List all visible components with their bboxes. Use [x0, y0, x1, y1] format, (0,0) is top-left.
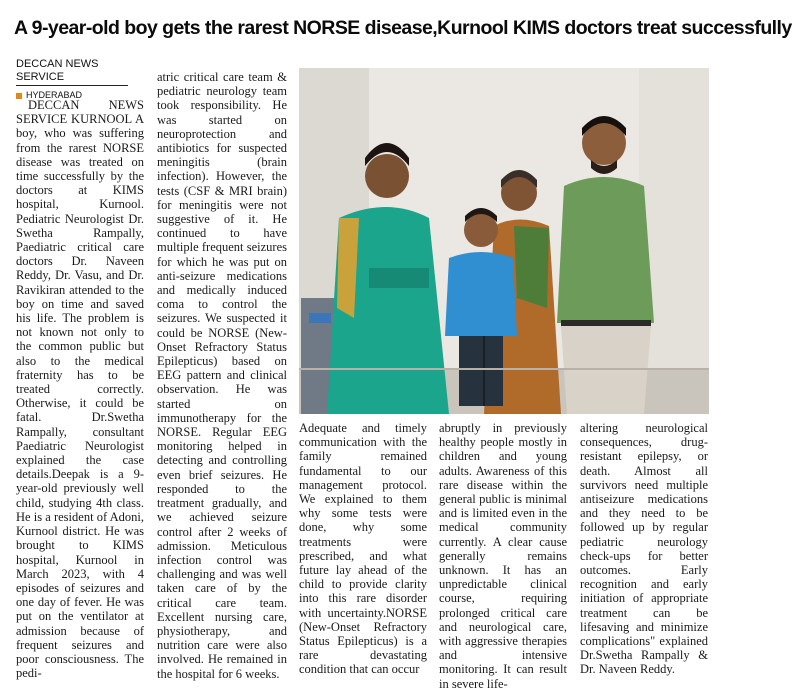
byline-agency: DECCAN NEWS SERVICE — [16, 58, 128, 86]
group-photo — [299, 68, 709, 414]
article-text-col5: altering neurological consequences, drug-resistant epilepsy, or death. Almost all survivors need multiple antiseizure medications and they need to be followed up by regular pediatric neurology check-ups for better outcomes. Early recognition and early initiation of appropriate treatment can be lifesaving and minimize complications" explained Dr.Swetha Rampally & Dr. Naveen Reddy. — [580, 421, 708, 677]
article-text-col2: atric critical care team & pediatric neurology team took responsibility. He was started on neuroprotection and antibiotics for suspected meningitis (brain infection). However, the tests (CSF & MRI brain) for meningitis were not suggestive of it. He continued to have multiple frequent seizures for which he was put on anti-seizure medications and medically induced coma to control the seizures. We suspected it could be NORSE (New-Onset Refractory Status Epilepticus) based on EEG pattern and clinical observation. He was started on immunotherapy for the NORSE. Regular EEG monitoring helped in detecting and controlling even brief seizures. He responded to the treatment gradually, and we achieved seizure control after 2 weeks of admission. Meticulous infection control was challenging and was well taken care of by the critical care team. Excellent nursing care, physiotherapy, and nutrition care were also involved. He remained in the hospital for 6 weeks. — [157, 70, 287, 681]
group-photo-icon — [299, 68, 709, 414]
article-text-col1: DECCAN NEWS SERVICE KURNOOL A boy, who was suffering from the rarest NORSE disease was treated on time successfully by the doctors at KIMS hospital, Kurnool. Pediatric Neurologist Dr. Swetha Rampally, Paediatric critical care doctors Dr. Naveen Reddy, Dr. Vasu, and Dr. Ravikiran attended to the boy on time and saved his life. The problem is not known not only to the common public but also to the medical fraternity has to be treated correctly. Otherwise, it could be fatal. Dr.Swetha Rampally, consultant Paediatric Neurologist explained the case details.Deepak is a 9-year-old previously well child, studying 4th class. He is a resident of Adoni, Kurnool district. He was brought to KIMS hospital, Kurnool in March 2023, with 4 episodes of seizures and one day of fever. He was put on the ventilator at admission because of frequent seizures and poor consciousness. The pedi- — [16, 98, 144, 681]
article-column-2 — [157, 70, 287, 681]
article-column-1 — [16, 98, 144, 681]
article-column-4 — [439, 421, 567, 691]
byline-place-text: HYDERABAD — [26, 90, 83, 100]
article-column-3 — [299, 421, 427, 677]
article-text-col3: Adequate and timely communication with the family remained fundamental to our management protocol. We explained to them why some tests were done, why some treatments were prescribed, and what future lay ahead of the child to provide clarity into this rare disorder with uncertainty.NORSE (New-Onset Refractory Status Epilepticus) is a rare devastating condition that can occur — [299, 421, 427, 677]
headline: A 9-year-old boy gets the rarest NORSE disease,Kurnool KIMS doctors treat successfully — [14, 17, 792, 39]
byline — [16, 58, 128, 102]
article-column-5 — [580, 421, 708, 677]
article-text-col4: abruptly in previously healthy people mostly in children and young adults. Awareness of this rare disease within the general public is minimal and is limited even in the medical community currently. A clear cause generally remains unknown. It has an unpredictable clinical course, requiring prolonged critical care and neurological care, with aggressive therapies and intensive monitoring. It can result in severe life- — [439, 421, 567, 691]
